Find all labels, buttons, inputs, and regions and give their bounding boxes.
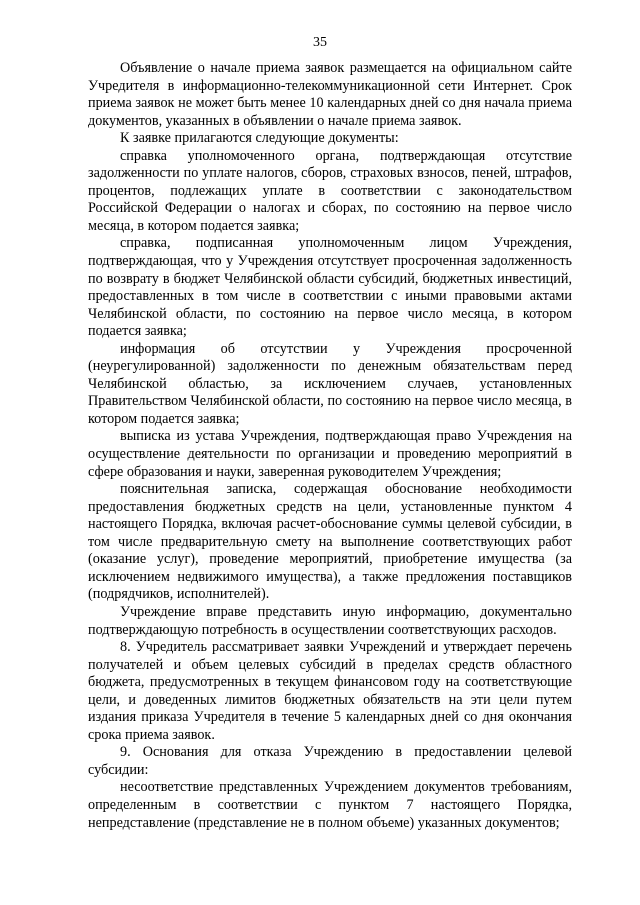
paragraph-other-information: Учреждение вправе представить иную информацию, документально подтверждающую потребность в осуществлении соответствующих расходов.: [88, 603, 572, 638]
paragraph-tax-certificate: справка уполномоченного органа, подтверждающая отсутствие задолженности по уплате налогов, сборов, страховых взносов, пеней, штрафов, процентов, подлежащих уплате в соответствии с законодательством Российской Федерации о налогах и сборах, по состоянию на первое число месяца, в котором подается заявка;: [88, 147, 572, 234]
paragraph-announcement: Объявление о начале приема заявок размещается на официальном сайте Учредителя в информационно-телекоммуникационной сети Интернет. Срок приема заявок не может быть менее 10 календарных дней со дня начала приема документов, указанных в объявлении о начале приема заявок.: [88, 60, 572, 129]
page-number: 35: [313, 35, 327, 50]
paragraph-section-8: 8. Учредитель рассматривает заявки Учреждений и утверждает перечень получателей и объем целевых субсидий в пределах средств областного бюджета, предусмотренных в текущем финансовом году на соответствующие цели, и доведенных лимитов бюджетных обязательств на эти цели путем издания приказа Учредителя в течение 5 календарных дней со дня окончания срока приема заявок.: [88, 639, 572, 743]
paragraph-debt-certificate: справка, подписанная уполномоченным лицом Учреждения, подтверждающая, что у Учреждения отсутствует просроченная задолженность по возврату в бюджет Челябинской области субсидий, бюджетных инвестиций, предоставленных в том числе в соответствии с иными правовыми актами Челябинской области, по состоянию на первое число месяца, в котором подается заявка;: [88, 235, 572, 340]
paragraph-refusal-ground: несоответствие представленных Учреждением документов требованиям, определенным в соответствии с пунктом 7 настоящего Порядка, непредставление (представление не в полном объеме) указанных документов;: [88, 779, 572, 831]
paragraph-section-9: 9. Основания для отказа Учреждению в предоставлении целевой субсидии:: [88, 744, 572, 778]
paragraph-obligations-info: информация об отсутствии у Учреждения просроченной (неурегулированной) задолженности по денежным обязательствам перед Челябинской областью, за исключением случаев, установленных Правительством Челябинской области, по состоянию на первое число месяца, в котором подается заявка;: [88, 340, 572, 427]
paragraph-documents-intro: К заявке прилагаются следующие документы:: [120, 130, 399, 147]
paragraph-explanatory-note: пояснительная записка, содержащая обоснование необходимости предоставления бюджетных средств на цели, установленные пунктом 4 настоящего Порядка, включая расчет-обоснование суммы целевой субсидии, в том числе предварительную смету на выполнение соответствующих работ (оказание услуг), проведение мероприятий, приобретение имущества (за исключением недвижимого имущества), а также предложения поставщиков (подрядчиков, исполнителей).: [88, 481, 572, 603]
paragraph-charter-extract: выписка из устава Учреждения, подтверждающая право Учреждения на осуществление деятельности по организации и проведению мероприятий в сфере образования и науки, заверенная руководителем Учреждения;: [88, 428, 572, 480]
page-body: [88, 60, 572, 832]
